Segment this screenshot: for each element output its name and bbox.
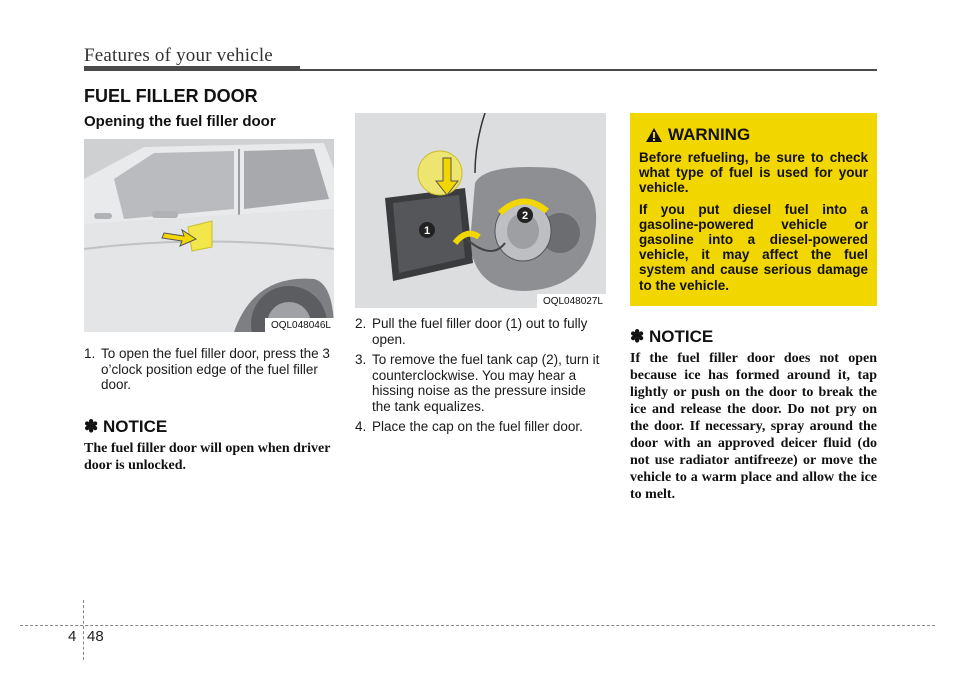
step-text: To remove the fuel tank cap (2), turn it counterclockwise. You may hear a hissing noise as the pressure inside the tank equalizes. [372, 352, 600, 414]
warning-triangle-icon [645, 127, 663, 143]
step-text: To open the fuel filler door, press the 3 o’clock position edge of the fuel filler door. [101, 346, 330, 392]
notice-star-icon: ✽ [84, 417, 99, 436]
list-item [355, 316, 605, 347]
chapter-number: 4 [68, 628, 77, 645]
notice-body-col1: The fuel filler door will open when driver door is unlocked. [84, 441, 331, 473]
step-number: 2. [355, 316, 367, 331]
figure-car-side [84, 139, 334, 332]
footer-rule [20, 625, 935, 626]
step-list-col1 [84, 346, 334, 398]
callout-1: 1 [423, 225, 431, 237]
warning-paragraph: Before refueling, be sure to check what type of fuel is used for your vehicle. [639, 150, 868, 196]
header-rule-thin [300, 69, 877, 71]
warning-text [639, 150, 868, 293]
figure-code-label: OQL048046L [265, 318, 334, 332]
callout-2: 2 [521, 210, 529, 222]
warning-title: WARNING [668, 125, 751, 144]
figure-fuel-cap [355, 113, 606, 308]
header-rule-thick [84, 66, 300, 71]
footer-divider [83, 600, 84, 660]
notice-heading-col3 [630, 327, 713, 347]
warning-heading [645, 125, 868, 145]
notice-title: NOTICE [102, 417, 168, 436]
notice-body-col3: If the fuel filler door does not open because ice has formed around it, tap lightly or push on the door to break the ice and release the door. Do not pry on the door. If necessary, spray around the door with an approved deicer fluid (do not use radiator antifreeze) or move the vehicle to a warm place and allow the ice to melt. [630, 351, 877, 502]
running-header: Features of your vehicle [84, 45, 273, 66]
fuel-cap-illustration [355, 113, 606, 308]
notice-star-icon: ✽ [630, 327, 645, 346]
step-number: 1. [84, 346, 96, 361]
warning-paragraph: If you put diesel fuel into a gasoline-powered vehicle or gasoline into a diesel-powered vehicle, it may affect the fuel system and cause serious damage to the vehicle. [639, 201, 868, 293]
section-title: FUEL FILLER DOOR [84, 86, 258, 106]
car-side-illustration [84, 139, 334, 332]
step-number: 3. [355, 352, 367, 367]
notice-title: NOTICE [648, 327, 714, 346]
list-item [355, 419, 605, 435]
notice-heading-col1 [84, 417, 167, 437]
step-number: 4. [355, 419, 367, 434]
list-item [84, 346, 334, 393]
step-list-col2 [355, 316, 605, 440]
page-number: 48 [87, 628, 104, 645]
step-text: Pull the fuel filler door (1) out to fully open. [372, 316, 588, 347]
warning-box [630, 113, 877, 306]
list-item [355, 352, 605, 414]
figure-code-label: OQL048027L [537, 294, 606, 308]
step-text: Place the cap on the fuel filler door. [372, 419, 583, 434]
subsection-title: Opening the fuel filler door [84, 113, 276, 130]
